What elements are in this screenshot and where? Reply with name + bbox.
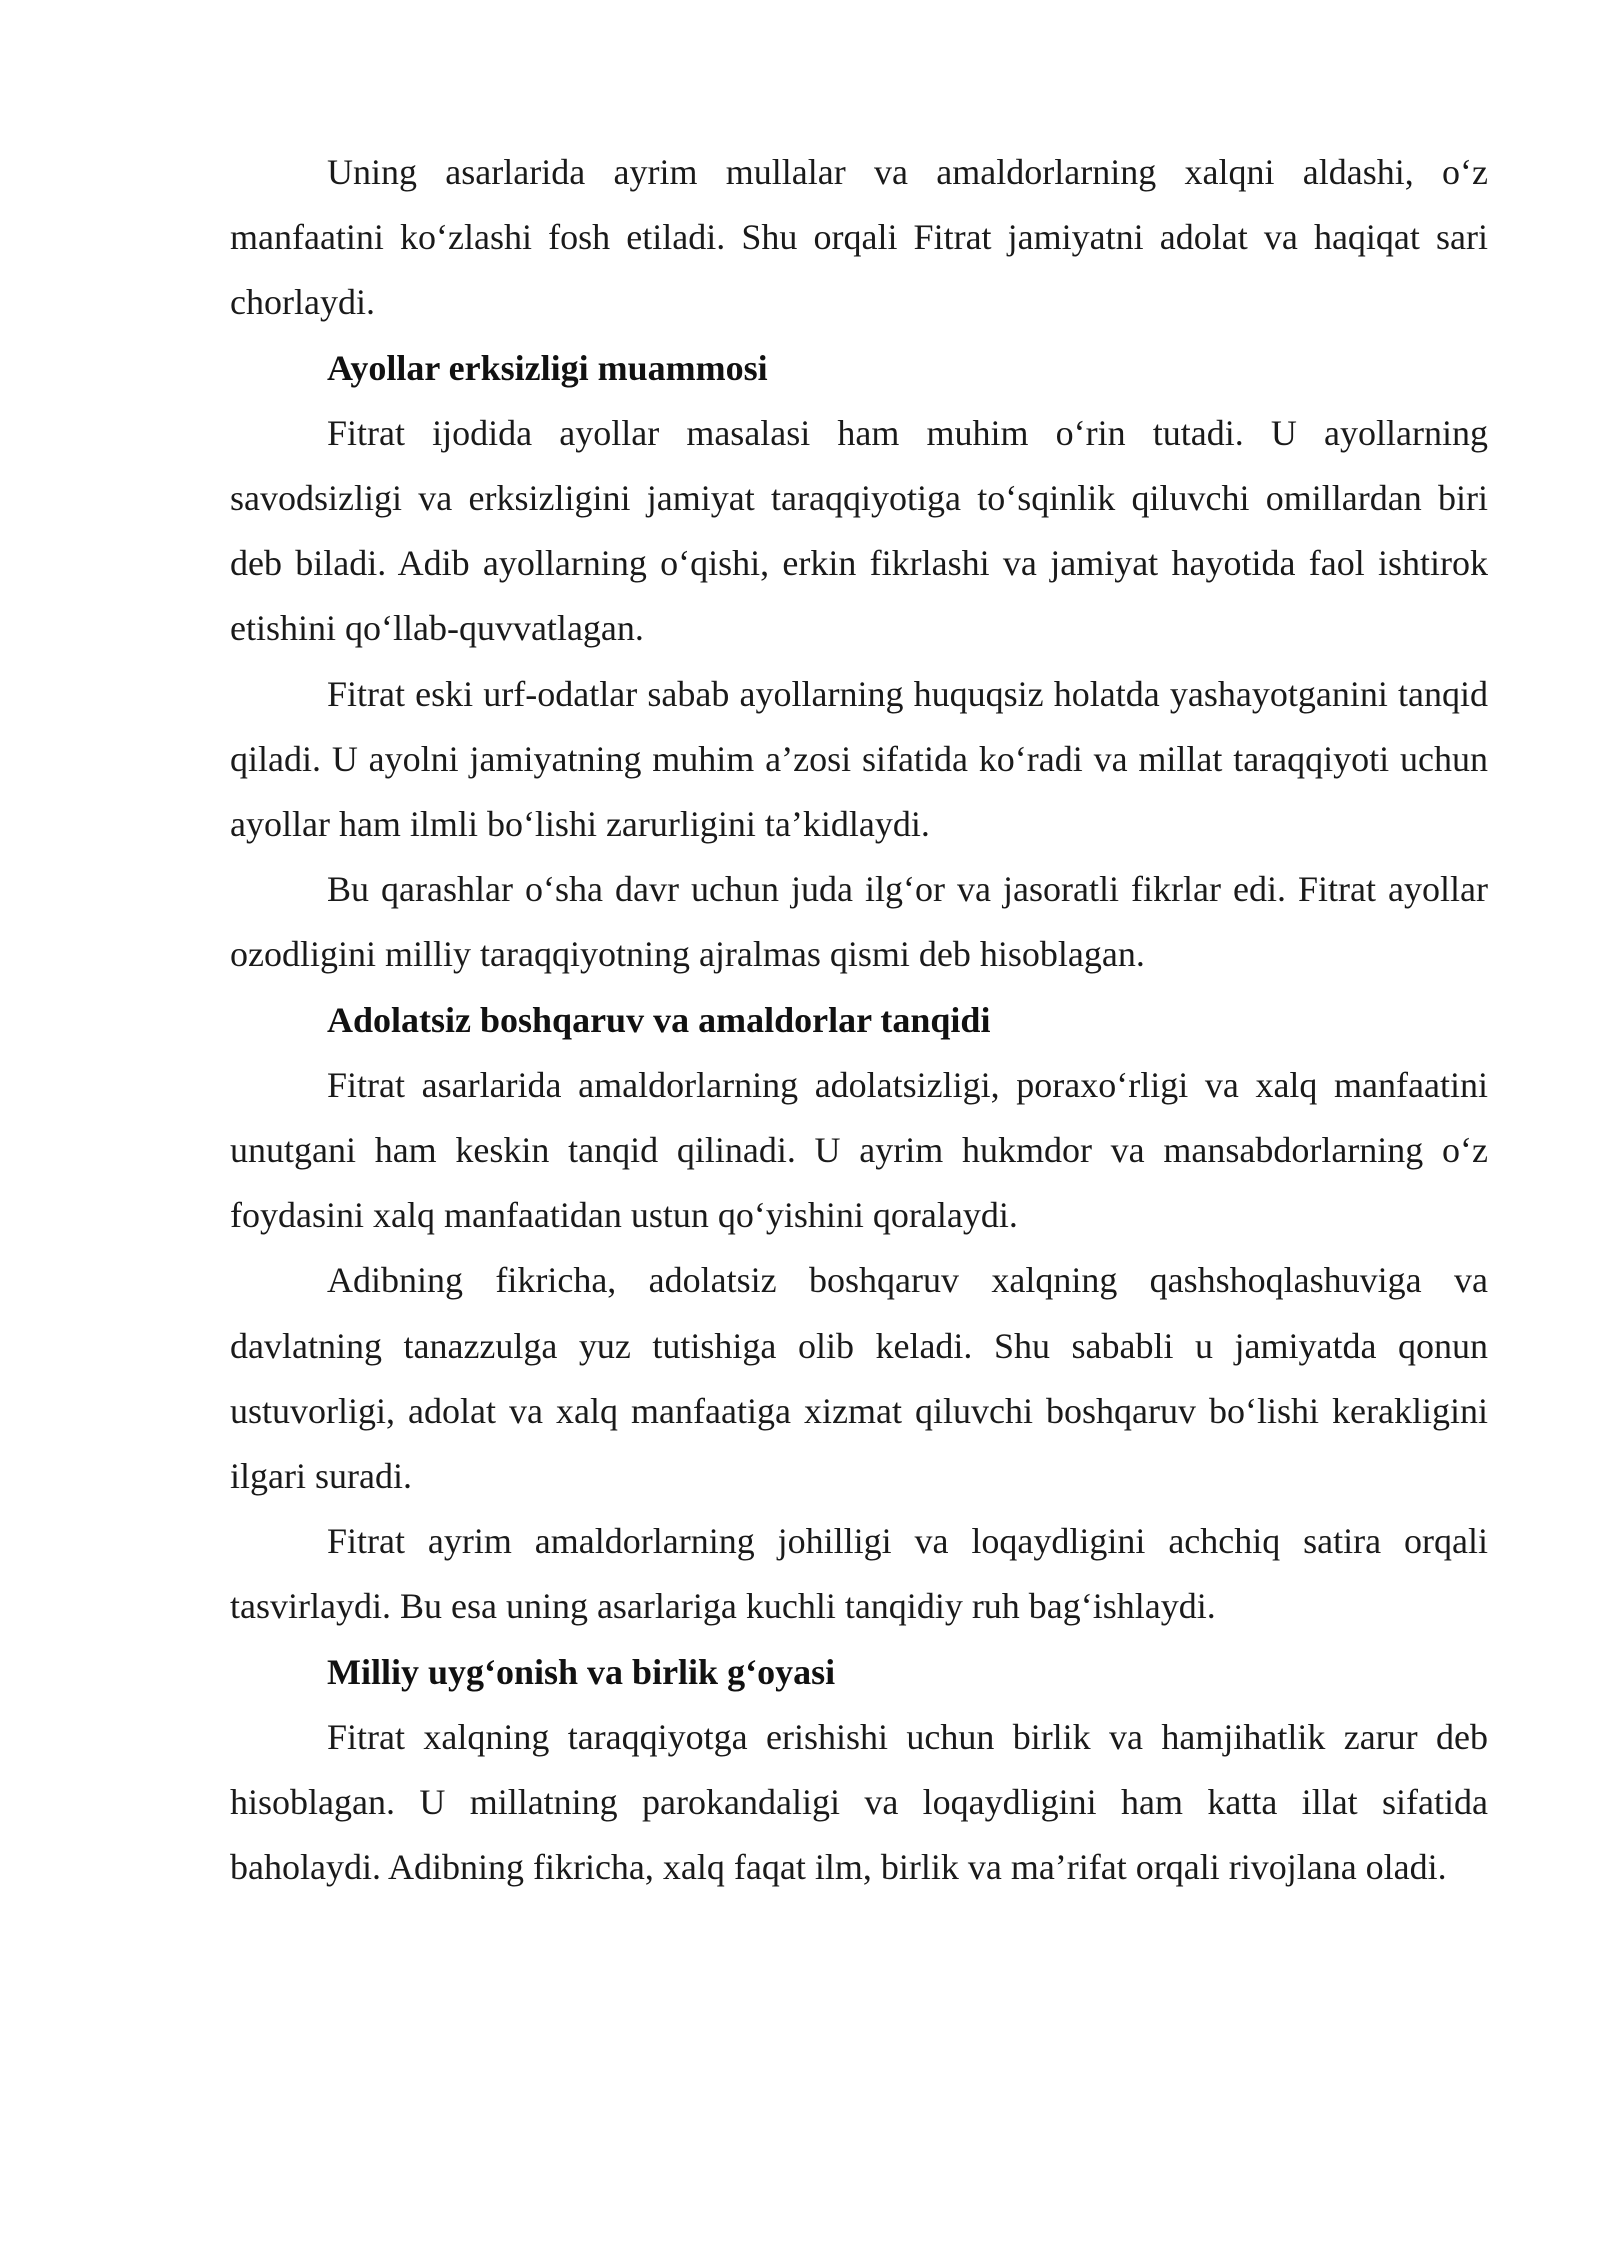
paragraph: Bu qarashlar o‘sha davr uchun juda ilg‘or va jasoratli fikrlar edi. Fitrat ayollar ozodligini milliy taraqqiyotning ajralmas qismi deb hisoblagan. xyxy=(230,869,1488,975)
paragraph: Fitrat xalqning taraqqiyotga erishishi uchun birlik va hamjihatlik zarur deb hisoblagan. U millatning parokandaligi va loqaydligini ham katta illat sifatida baholaydi. Adibning fikricha, xalq faqat ilm, birlik va ma’rifat orqali rivojlana oladi. xyxy=(230,1716,1488,1888)
section-heading: Adolatsiz boshqaruv va amaldorlar tanqidi xyxy=(327,999,991,1040)
document-body xyxy=(230,140,1488,1900)
paragraph: Adibning fikricha, adolatsiz boshqaruv xalqning qashshoqlashuviga va davlatning tanazzulga yuz tutishiga olib keladi. Shu sababli u jamiyatda qonun ustuvorligi, adolat va xalq manfaatiga xizmat qiluvchi boshqaruv bo‘lishi kerakligini ilgari suradi. xyxy=(230,1260,1488,1497)
paragraph: Uning asarlarida ayrim mullalar va amaldorlarning xalqni aldashi, o‘z manfaatini ko‘zlashi fosh etiladi. Shu orqali Fitrat jamiyatni adolat va haqiqat sari chorlaydi. xyxy=(230,152,1488,323)
section-heading: Milliy uyg‘onish va birlik g‘oyasi xyxy=(327,1651,836,1692)
paragraph: Fitrat ijodida ayollar masalasi ham muhim o‘rin tutadi. U ayollarning savodsizligi va erksizligini jamiyat taraqqiyotiga to‘sqinlik qiluvchi omillardan biri deb biladi. Adib ayollarning o‘qishi, erkin fikrlashi va jamiyat hayotida faol ishtirok etishini qo‘llab-quvvatlagan. xyxy=(230,412,1488,649)
paragraph: Fitrat eski urf-odatlar sabab ayollarning huquqsiz holatda yashayotganini tanqid qiladi. U ayolni jamiyatning muhim a’zosi sifatida ko‘radi va millat taraqqiyoti uchun ayollar ham ilmli bo‘lishi zarurligini ta’kidlaydi. xyxy=(230,673,1488,845)
section-heading: Ayollar erksizligi muammosi xyxy=(327,347,768,388)
paragraph: Fitrat ayrim amaldorlarning johilligi va loqaydligini achchiq satira orqali tasvirlaydi. Bu esa uning asarlariga kuchli tanqidiy ruh bag‘ishlaydi. xyxy=(230,1521,1488,1627)
paragraph: Fitrat asarlarida amaldorlarning adolatsizligi, poraxo‘rligi va xalq manfaatini unutgani ham keskin tanqid qilinadi. U ayrim hukmdor va mansabdorlarning o‘z foydasini xalq manfaatidan ustun qo‘yishini qoralaydi. xyxy=(230,1064,1488,1236)
